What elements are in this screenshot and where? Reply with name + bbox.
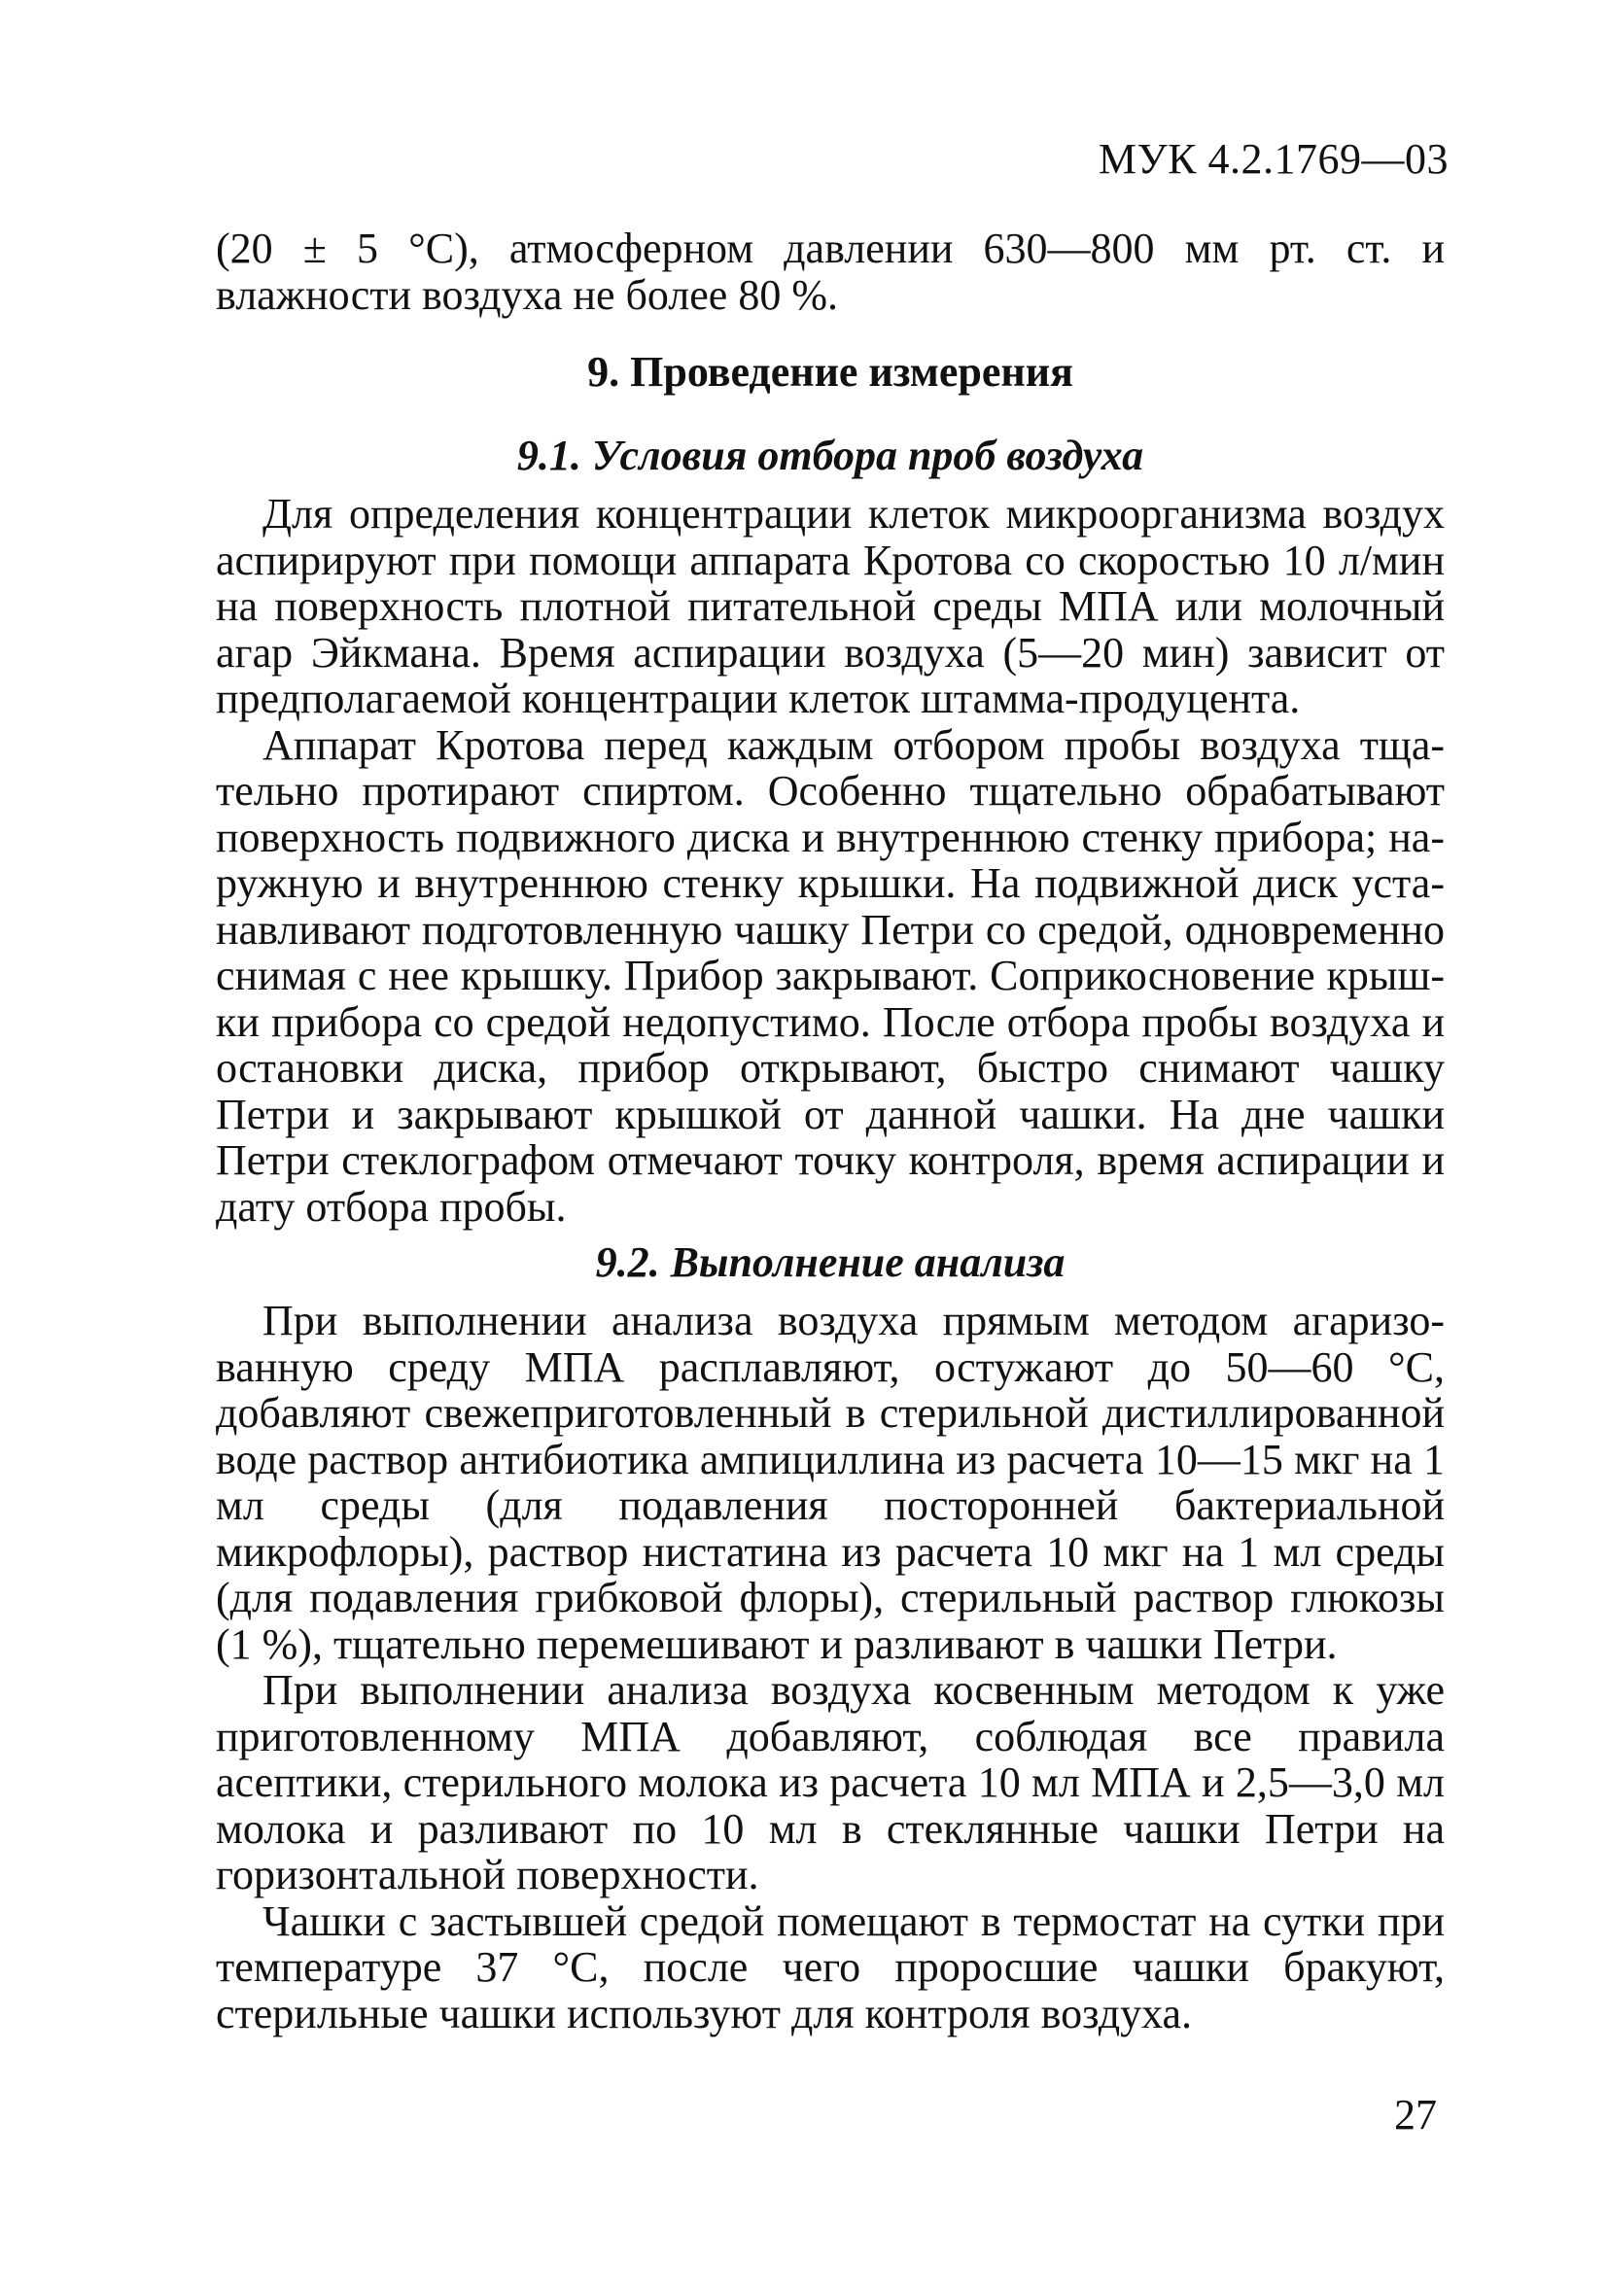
subsection-1-paragraph-2: Аппарат Кротова перед каждым отбором пробы воздуха тщательно протирают спиртом. Особенно тщательно обрабатывают поверхность подвижного диска и внутреннюю стенку прибора; наружную и внутреннюю стенку крышки. На подвижной диск устанавливают подготовленную чашку Петри со средой, одновременно снимая с нее крышку. Прибор закрывают. Соприкосновение крышки прибора со средой недопустимо. После отбора пробы воздуха и остановки диска, прибор открывают, быстро снимают чашку Петри и закрывают крышкой от данной чашки. На дне чашки Петри стеклографом отмечают точку контроля, время аспирации и дату отбора пробы. xyxy=(216,720,1445,1231)
subsection-2-paragraph-2: При выполнении анализа воздуха косвенным методом к уже приготовленному МПА добавляют, соблюдая все правила асептики, стерильного молока из расчета 10 мл МПА и 2,5—3,0 мл молока и разливают по 10 мл в стеклянные чашки Петри на горизонтальной поверхности. xyxy=(216,1666,1445,1898)
subsection-2-title: 9.2. Выполнение анализа xyxy=(595,1238,1066,1286)
subsection-1-title: 9.1. Условия отбора проб воздуха xyxy=(516,432,1144,479)
subsection-1-paragraph-1: Для определения концентрации клеток микроорганизма воздух аспирируют при помощи аппарата Кротова со скоростью 10 л/мин на поверхность плотной питательной среды МПА или молочный агар Эйкмана. Время аспирации воздуха (5—20 мин) зависит от предполагаемой концентрации клеток штамма-продуцента. xyxy=(216,490,1445,722)
section-title: 9. Проведение измерения xyxy=(587,348,1073,396)
page-content xyxy=(216,226,1445,2036)
subsection-2-paragraph-1: При выполнении анализа воздуха прямым методом агаризованную среду МПА расплавляют, остужают до 50—60 °C, добавляют свежеприготовленный в стерильной дистиллированной воде раствор антибиотика ампициллина из расчета 10—15 мкг на 1 мл среды (для подавления посторонней бактериальной микрофлоры), раствор нистатина из расчета 10 мкг на 1 мл среды (для подавления грибковой флоры), стерильный раствор глюкозы (1 %), тщательно перемешивают и разливают в чашки Петри. xyxy=(216,1297,1445,1668)
page-number: 27 xyxy=(1394,2091,1437,2139)
document-code-header: МУК 4.2.1769—03 xyxy=(1098,135,1449,183)
intro-paragraph: (20 ± 5 °C), атмосферном давлении 630—800 мм рт. ст. и влажности воздуха не более 80 %. xyxy=(216,225,1445,319)
subsection-2-paragraph-3: Чашки с застывшей средой помещают в термостат на сутки при температуре 37 °C, после чего проросшие чашки бракуют, стерильные чашки используют для контроля воздуха. xyxy=(216,1896,1445,2037)
